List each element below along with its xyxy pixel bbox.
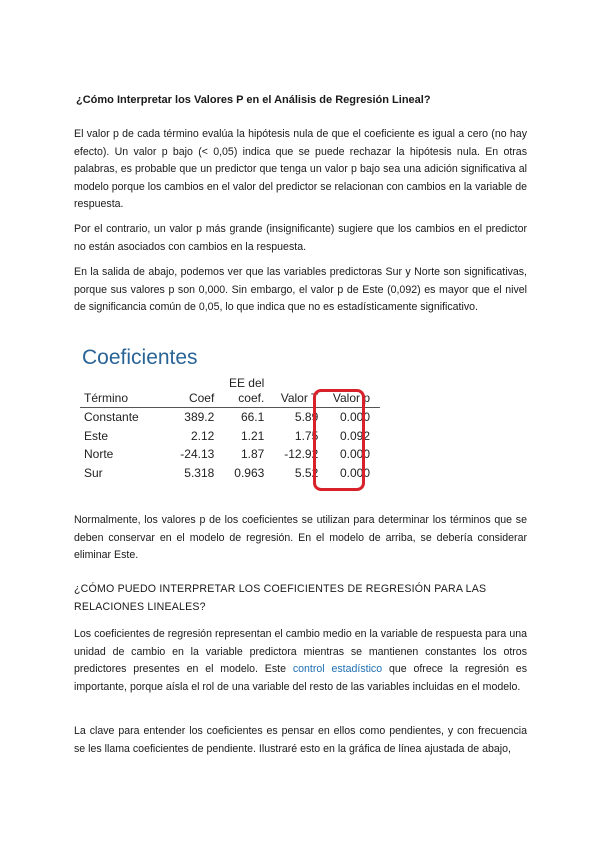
statistical-control-link[interactable]: control estadístico (292, 663, 383, 675)
cell-t-value: -12.92 (284, 447, 319, 461)
cell-p-value: 0.000 (339, 410, 370, 424)
paragraph-large-p-value: Por el contrario, un valor p más grande (insignificante) sugiere que los cambios en el predictor no están asociados con cambios en la respuesta. (74, 223, 527, 253)
header-coef: Coef (168, 376, 219, 408)
cell-se: 1.87 (240, 447, 265, 461)
cell-t-value: 1.75 (294, 428, 319, 443)
section-heading-coefficients: ¿CÓMO PUEDO INTERPRETAR LOS COEFICIENTES DE REGRESIÓN PARA LAS RELACIONES LINEALES? (74, 583, 487, 613)
cell-coef: 5.318 (184, 465, 215, 480)
cell-p-value: 0.000 (339, 465, 370, 480)
header-p-value: Valor p (322, 376, 380, 408)
paragraph-text-before-link: Los coeficientes de regresión representan el cambio medio en la variable de respuesta para una unidad de cambio en la variable predictora mientras se mantienen constantes los otros predictores presentes en el modelo. Este (74, 628, 527, 675)
cell-se: 0.963 (234, 465, 265, 480)
paragraph-coefficients-meaning (74, 626, 527, 696)
paragraph-text-after-link: que ofrece la regresión es importante, porque aísla el rol de una variable del resto de las variables incluidas en el modelo. (74, 663, 527, 693)
header-term: Término (80, 376, 168, 408)
p-value-highlight-box (313, 389, 365, 491)
paragraph-slopes: La clave para entender los coeficientes es pensar en ellos como pendientes, y con frecuencia se les llama coeficientes de pendiente. Ilustraré esto en la gráfica de línea ajustada de abajo, (74, 725, 527, 755)
cell-t-value: 5.52 (294, 465, 319, 480)
paragraph-keep-terms: Normalmente, los valores p de los coeficientes se utilizan para determinar los términos que se deben conservar en el modelo de regresión. En el modelo de arriba, se debería considerar eliminar Este. (74, 514, 527, 561)
cell-term: Este (84, 428, 109, 443)
cell-se: 1.21 (240, 428, 265, 443)
cell-coef: -24.13 (180, 447, 215, 461)
section-heading-p-values: ¿Cómo Interpretar los Valores P en el Análisis de Regresión Lineal? (76, 94, 431, 106)
cell-coef: 389.2 (184, 410, 215, 424)
cell-term: Norte (84, 447, 114, 461)
cell-t-value: 5.89 (294, 410, 319, 424)
cell-p-value: 0.000 (339, 447, 370, 461)
coefficients-title: Coeficientes (82, 346, 198, 369)
paragraph-output-example: En la salida de abajo, podemos ver que las variables predictoras Sur y Norte son significativas, porque sus valores p son 0,000. Sin embargo, el valor p de Este (0,092) es mayor que el nivel de significancia común de 0,05, lo que indica que no es estadísticamente significativo. (74, 266, 527, 313)
cell-coef: 2.12 (190, 428, 215, 443)
coefficients-figure (80, 346, 380, 496)
header-se: EE del coef. (218, 376, 268, 408)
header-t-value: Valor T (268, 376, 322, 408)
cell-se: 66.1 (240, 410, 265, 424)
paragraph-p-value-meaning: El valor p de cada término evalúa la hipótesis nula de que el coeficiente es igual a cero (no hay efecto). Un valor p bajo (< 0,05) indica que se puede rechazar la hipótesis nula. En otras palabras, es probable que un predictor que tenga un valor p bajo sea una adición significativa al modelo porque los cambios en el valor del predictor se relacionan con cambios en la variable de respuesta. (74, 128, 527, 210)
cell-term: Constante (84, 410, 139, 424)
cell-term: Sur (84, 465, 103, 480)
cell-p-value: 0.092 (339, 428, 370, 443)
